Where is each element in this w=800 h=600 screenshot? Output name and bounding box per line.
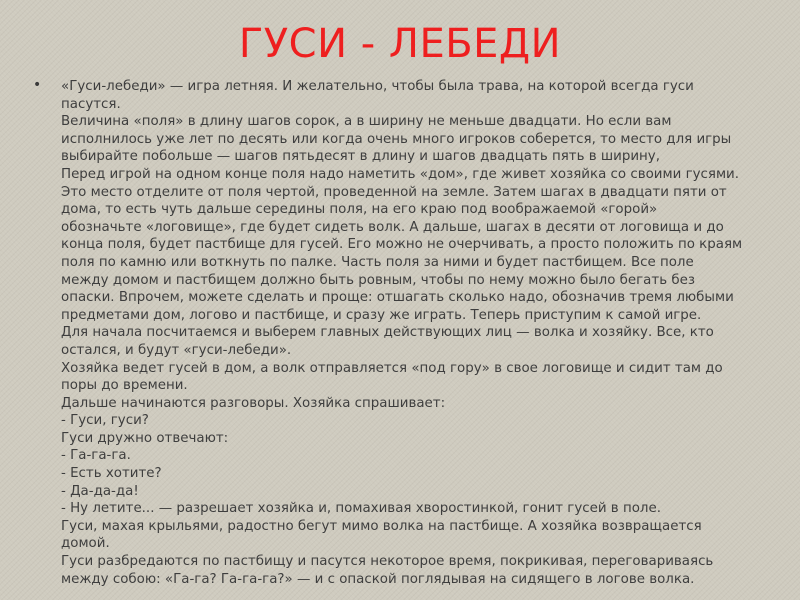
text-line: дома, то есть чуть дальше середины поля, на его краю под воображаемой «горой» [61, 202, 658, 218]
text-line: Хозяйка ведет гусей в дом, а волк отправляется «под гору» в свое логовище и сидит там до [61, 360, 723, 376]
text-line: - Да-да-да! [61, 483, 139, 499]
text-line: - Ну летите... — разрешает хозяйка и, помахивая хворостинкой, гонит гусей в поле. [61, 501, 661, 517]
bullet-marker: • [33, 77, 42, 93]
text-line: поля по камню или воткнуть по палке. Часть поля за ними и будет пастбищем. Все поле [61, 254, 694, 270]
text-line: предметами дом, логово и пастбище, и сразу же играть. Теперь приступим к самой игре. [61, 307, 702, 323]
text-line: Для начала посчитаемся и выберем главных действующих лиц — волка и хозяйку. Все, кто [61, 325, 714, 341]
text-line: обозначьте «логовище», где будет сидеть волк. А дальше, шагах в десяти от логовища и до [61, 219, 724, 235]
text-line: между домом и пастбищем должно быть ровным, чтобы по нему можно было бегать без [61, 272, 695, 288]
text-line: остался, и будут «гуси-лебеди». [61, 342, 292, 358]
text-line: Дальше начинаются разговоры. Хозяйка спрашивает: [61, 395, 446, 411]
text-line: исполнилось уже лет по десять или когда очень много игроков соберется, то место для игры [61, 131, 732, 147]
text-line: «Гуси-лебеди» — игра летняя. И желательно, чтобы была трава, на которой всегда гуси [61, 79, 694, 94]
text-line: Это место отделите от поля чертой, проведенной на земле. Затем шагах в двадцати пяти от [61, 184, 727, 200]
text-line: конца поля, будет пастбище для гусей. Его можно не очерчивать, а просто положить по краям [61, 237, 743, 253]
text-line: - Есть хотите? [61, 466, 162, 482]
text-line: поры до времени. [61, 378, 188, 394]
text-line: - Га-га-га. [61, 448, 131, 464]
slide-body-text [61, 78, 741, 588]
text-line: Величина «поля» в длину шагов сорок, а в ширину не меньше двадцати. Но если вам [61, 114, 672, 130]
text-line: пасутся. [61, 96, 121, 112]
text-line: домой. [61, 536, 110, 552]
text-line: Гуси, махая крыльями, радостно бегут мимо волка на пастбище. А хозяйка возвращается [61, 518, 702, 534]
text-line: выбирайте побольше — шагов пятьдесят в длину и шагов двадцать пять в ширину, [61, 149, 660, 165]
text-line: Гуси дружно отвечают: [61, 430, 229, 446]
slide-title: ГУСИ - ЛЕБЕДИ [238, 21, 562, 67]
text-line: Перед игрой на одном конце поля надо наметить «дом», где живет хозяйка со своими гусями. [61, 166, 740, 182]
text-line: опаски. Впрочем, можете сделать и проще: отшагать сколько надо, обозначив тремя любыми [61, 290, 734, 306]
text-line: между собою: «Га-га? Га-га-га?» — и с опаской поглядывая на сидящего в логове волка. [61, 571, 695, 587]
text-line: - Гуси, гуси? [61, 413, 149, 429]
text-line: Гуси разбредаются по пастбищу и пасутся некоторое время, покрикивая, переговариваясь [61, 554, 714, 570]
